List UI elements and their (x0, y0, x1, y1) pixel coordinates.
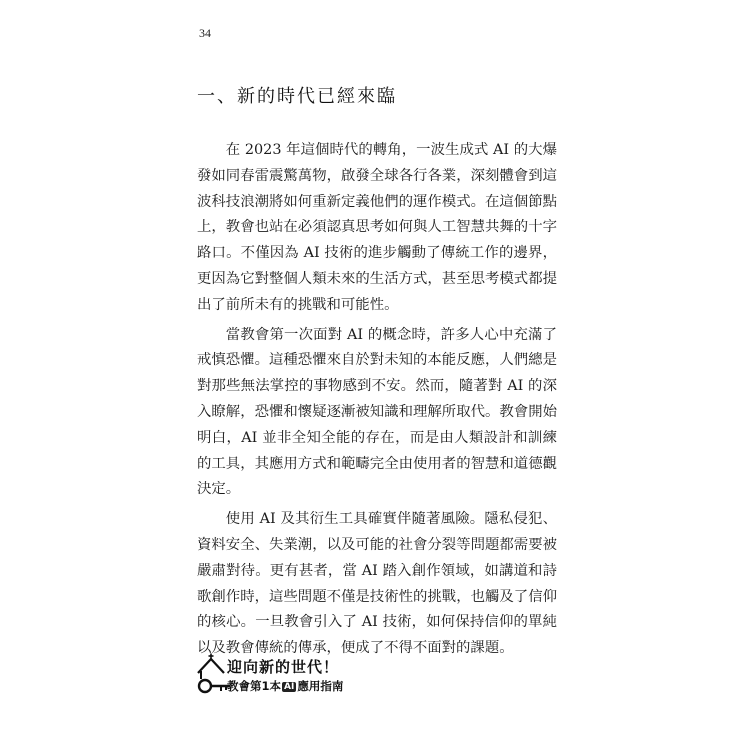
section-title: 一、新的時代已經來臨 (197, 86, 397, 107)
subtitle-before: 教會第1本 (227, 679, 282, 693)
subtitle-after: 應用指南 (297, 679, 344, 693)
book-subtitle (227, 678, 343, 694)
paragraph: 當教會第一次面對 AI 的概念時，許多人心中充滿了戒慎恐懼。這種恐懼來自於對未知的本能反應，人們總是對那些無法掌控的事物感到不安。然而，隨著對 AI 的深入瞭解，恐懼和懷疑逐漸被知識和理解所取代。教會開始明白，AI 並非全知全能的存在，而是由人類設計和訓練的工具，其應用方式和範疇完全由使用者的智慧和道德觀決定。 (197, 326, 557, 498)
body-text (197, 138, 557, 666)
paragraph: 在 2023 年這個時代的轉角，一波生成式 AI 的大爆發如同春雷震驚萬物，啟發全球各行各業，深刻體會到這波科技浪潮將如何重新定義他們的運作模式。在這個節點上，教會也站在必須認真思考如何與人工智慧共舞的十字路口。不僅因為 AI 技術的進步觸動了傳統工作的邊界，更因為它對整個人類未來的生活方式，甚至思考模式都提出了前所未有的挑戰和可能性。 (197, 142, 557, 313)
ai-badge: AI (284, 682, 295, 692)
page-number: 34 (199, 26, 211, 40)
book-title: 迎向新的世代！ (227, 658, 340, 676)
paragraph: 使用 AI 及其衍生工具確實伴隨著風險。隱私侵犯、資料安全、失業潮，以及可能的社會分裂等問題都需要被嚴肅對待。更有甚者，當 AI 踏入創作領域，如講道和詩歌創作時，這些問題不僅是技術性的挑戰，也觸及了信仰的核心。一旦教會引入了 AI 技術，如何保持信仰的單純以及教會傳統的傳承，便成了不得不面對的課題。 (197, 511, 557, 657)
book-logo (196, 653, 376, 697)
